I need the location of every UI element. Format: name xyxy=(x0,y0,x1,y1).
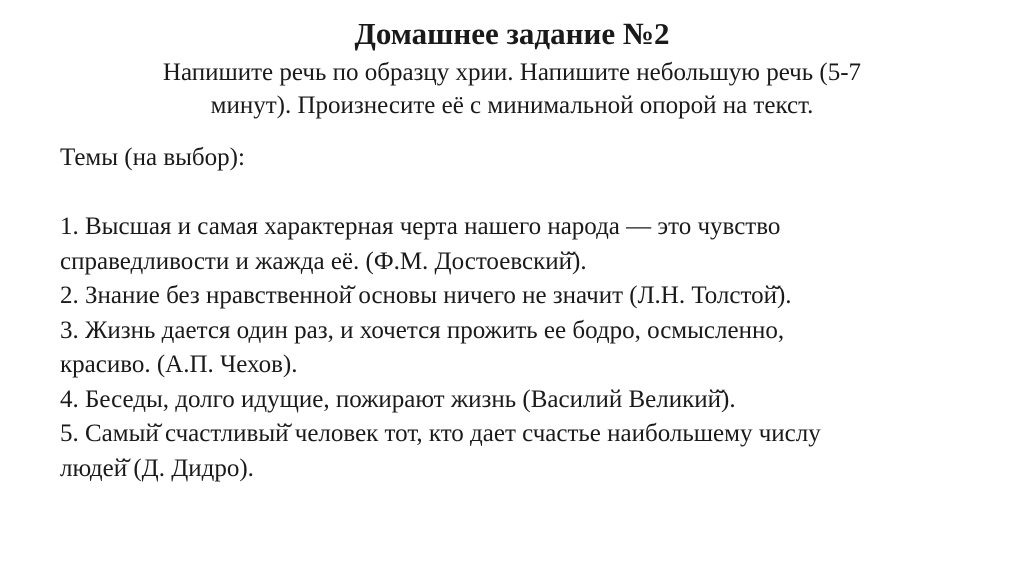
topics-header: Темы (на выбор): xyxy=(60,144,245,171)
topic-line: 3. Жизнь дается один раз, и хочется прожить ее бодро, осмысленно, xyxy=(60,316,785,344)
topic-line: красиво. (А.П. Чехов). xyxy=(60,351,298,378)
topic-line: 2. Знание без нравственной̆ основы ничего не значит (Л.Н. Толстой̆). xyxy=(60,282,792,309)
instruction-line-2: минут). Произнесите её с минимальной опорой на текст. xyxy=(210,92,814,119)
topics-section xyxy=(60,141,1000,486)
assignment-instructions xyxy=(60,56,964,122)
spacer xyxy=(60,176,1000,211)
topic-line: 4. Беседы, долго идущие, пожирают жизнь (Василий Великий̆). xyxy=(60,385,736,413)
instruction-line-1: Напишите речь по образцу хрии. Напишите небольшую речь (5-7 xyxy=(162,59,862,86)
topic-line: 5. Самый̆ счастливый̆ человек тот, кто дает счастье наибольшему числу xyxy=(60,420,821,447)
topic-line: справедливости и жажда её. (Ф.М. Достоевский̆). xyxy=(60,247,587,275)
topic-line: 1. Высшая и самая характерная черта нашего народа — это чувство xyxy=(60,213,781,240)
topic-line: людей̆ (Д. Дидро). xyxy=(60,454,254,482)
slide-title: Домашнее задание №2 xyxy=(354,16,670,51)
